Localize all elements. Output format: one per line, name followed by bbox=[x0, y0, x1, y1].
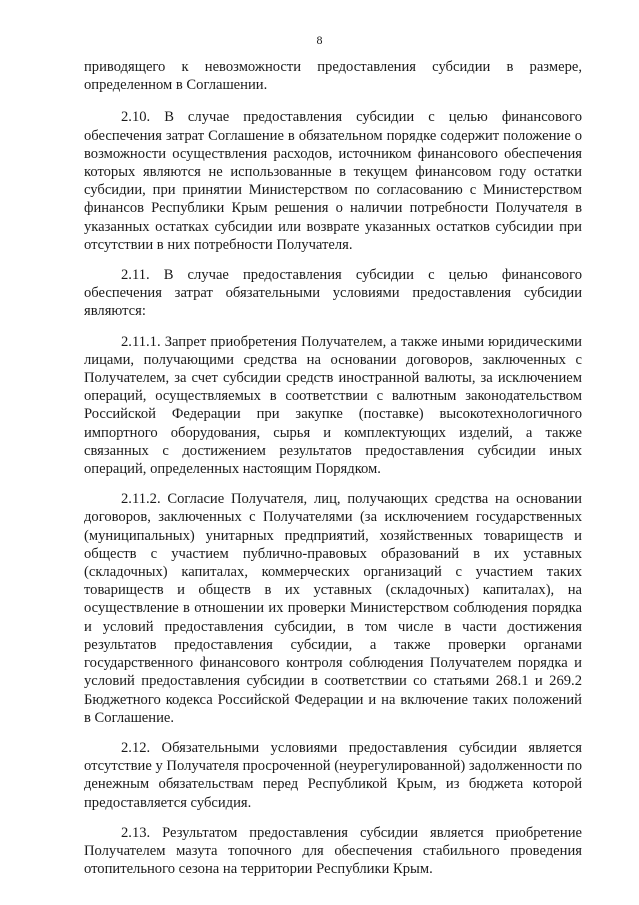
page-number: 8 bbox=[316, 33, 323, 47]
paragraph-2-10: 2.10. В случае предоставления субсидии с целью финансового обеспечения затрат Соглашение в обязательном порядке содержит положение о возможности осуществления расходов, источником финансового обеспечения которых являются не использованные в текущем финансовом году остатки субсидии, при принятии Министерством по согласованию с Министерством финансов Республики Крым решения о наличии потребности Получателя в указанных остатках субсидии или возврате указанных остатков субсидии при отсутствии в них потребности Получателя. bbox=[84, 109, 582, 253]
paragraph-2-11-2: 2.11.2. Согласие Получателя, лиц, получающих средства на основании договоров, заключенных с Получателями (за исключением государственных (муниципальных) унитарных предприятий, хозяйственных товариществ и обществ с участием публично-правовых образований в их уставных (складочных) капиталах, коммерческих организаций с участием таких товариществ и обществ в их уставных (складочных) капиталах), на осуществление в отношении их проверки Министерством соблюдения порядка и условий предоставления субсидии, в том числе в части достижения результатов предоставления субсидии, а также проверки органами государственного финансового контроля соблюдения Получателем порядка и условий предоставления субсидии в соответствии со статьями 268.1 и 269.2 Бюджетного кодекса Российской Федерации и на включение таких положений в Соглашение. bbox=[84, 491, 582, 726]
paragraph-2-12: 2.12. Обязательными условиями предоставления субсидии является отсутствие у Получателя просроченной (неурегулированной) задолженности по денежным обязательствам перед Республикой Крым, из бюджета которой предоставляется субсидия. bbox=[84, 739, 582, 811]
paragraph-continuation: приводящего к невозможности предоставления субсидии в размере, определенном в Соглашении. bbox=[84, 59, 582, 94]
paragraph-2-11-1: 2.11.1. Запрет приобретения Получателем, а также иными юридическими лицами, получающими средства на основании договоров, заключенных с Получателем, за счет субсидии средств иностранной валюты, за исключением операций, осуществляемых в соответствии с валютным законодательством Российской Федерации при закупке (поставке) высокотехнологичного импортного оборудования, сырья и комплектующих изделий, а также связанных с достижением результатов предоставления субсидии иных операций, определенных настоящим Порядком. bbox=[84, 333, 582, 478]
document-body bbox=[84, 58, 582, 878]
paragraph-2-11: 2.11. В случае предоставления субсидии с целью финансового обеспечения затрат обязательными условиями предоставления субсидии являются: bbox=[84, 267, 582, 320]
paragraph-2-13: 2.13. Результатом предоставления субсидии является приобретение Получателем мазута топочного для обеспечения стабильного проведения отопительного сезона на территории Республики Крым. bbox=[84, 824, 582, 878]
